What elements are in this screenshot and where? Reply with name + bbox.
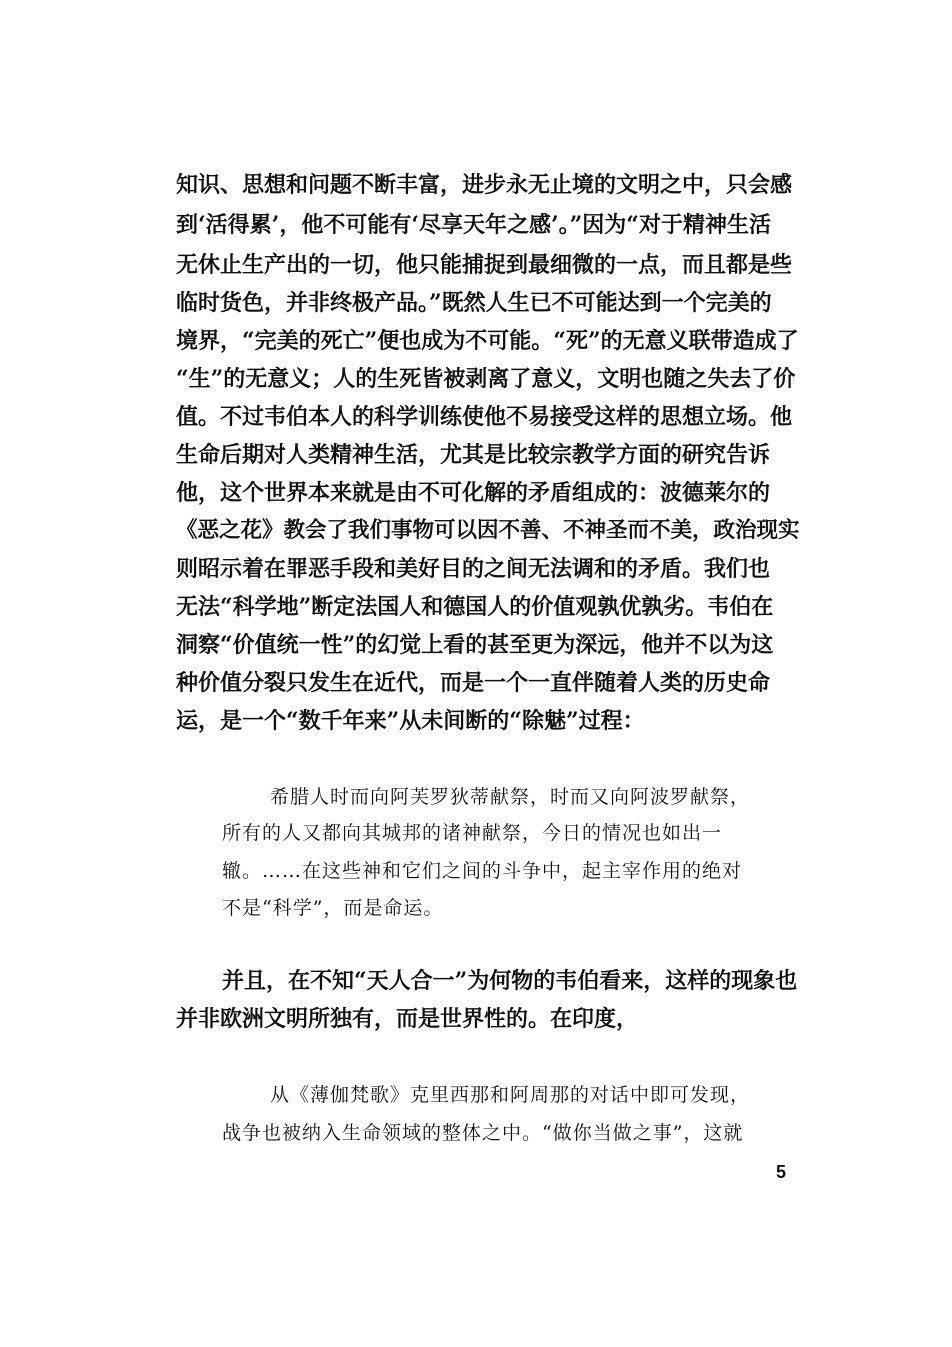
paragraph-1-line-14: 种价值分裂只发生在近代，而是一个一直伴随着人类的历史命	[176, 670, 771, 696]
quote-1-line-2: 所有的人又都向其城邦的诸神献祭，今日的情况也如出一	[222, 822, 723, 844]
paragraph-1-line-11: 则昭示着在罪恶手段和美好目的之间无法调和的矛盾。我们也	[176, 556, 771, 582]
paragraph-1-line-8: 生命后期对人类精神生活，尤其是比较宗教学方面的研究告诉	[176, 442, 771, 468]
quote-1-line-1: 希腊人时而向阿芙罗狄蒂献祭，时而又向阿波罗献祭，	[270, 786, 751, 808]
quote-2-line-2: 战争也被纳入生命领域的整体之中。“做你当做之事”，这就	[222, 1122, 744, 1144]
paragraph-1-line-4: 临时货色，并非终极产品。”既然人生已不可能达到一个完美的	[176, 290, 772, 316]
paragraph-1-line-12: 无法“科学地”断定法国人和德国人的价值观孰优孰劣。韦伯在	[176, 594, 774, 620]
paragraph-1-line-1: 知识、思想和问题不断丰富，进步永无止境的文明之中，只会感	[176, 172, 793, 198]
paragraph-1-line-2: 到‘活得累’，他不可能有‘尽享天年之感’。”因为“对于精神生活	[176, 212, 771, 238]
paragraph-1-line-13: 洞察“价值统一性”的幻觉上看的甚至更为深远，他并不以为这	[176, 632, 774, 658]
quote-2-line-1: 从《薄伽梵歌》克里西那和阿周那的对话中即可发现，	[270, 1084, 751, 1106]
paragraph-2-line-1: 并且，在不知“天人合一”为何物的韦伯看来，这样的现象也	[222, 968, 798, 994]
paragraph-1-line-6: “生”的无意义；人的生死皆被剥离了意义，文明也随之失去了价	[176, 366, 796, 392]
paragraph-2-line-2: 并非欧洲文明所独有，而是世界性的。在印度，	[176, 1006, 639, 1032]
paragraph-1-line-9: 他，这个世界本来就是由不可化解的矛盾组成的：波德莱尔的	[176, 480, 771, 506]
quote-1-line-3: 辙。……在这些神和它们之间的斗争中，起主宰作用的绝对	[222, 860, 743, 882]
paragraph-1-line-10: 《恶之花》教会了我们事物可以因不善、不神圣而不美，政治现实	[176, 518, 800, 543]
paragraph-1-line-15: 运，是一个“数千年来”从未间断的“除魅”过程：	[176, 708, 645, 734]
paragraph-1-line-7: 值。不过韦伯本人的科学训练使他不易接受这样的思想立场。他	[176, 404, 793, 430]
quote-1-line-4: 不是“科学”，而是命运。	[222, 897, 444, 919]
paragraph-1-line-5: 境界，“完美的死亡”便也成为不可能。“死”的无意义联带造成了	[176, 328, 799, 354]
paragraph-1-line-3: 无休止生产出的一切，他只能捕捉到最细微的一点，而且都是些	[176, 252, 793, 278]
page-number: 5	[776, 1162, 787, 1182]
